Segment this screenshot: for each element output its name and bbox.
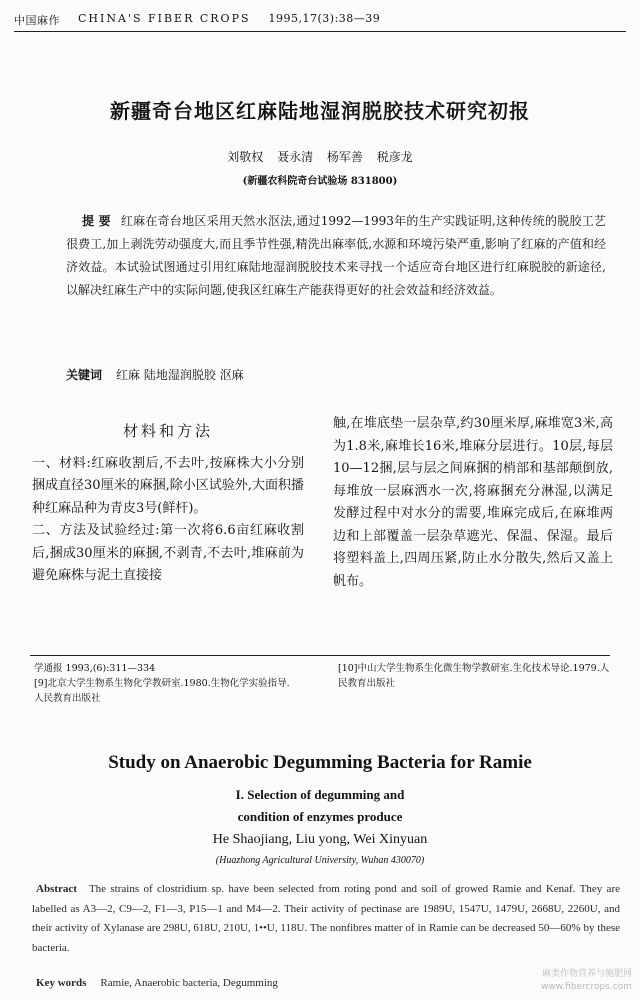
- authors-cn: 刘敬权 聂永清 杨军善 税彦龙: [227, 150, 413, 164]
- keywords-cn: [66, 366, 244, 383]
- keywords-en: [36, 977, 278, 989]
- abstract-en: [32, 880, 620, 958]
- header-rule: [14, 31, 626, 32]
- journal-name-en: CHINA'S FIBER CROPS: [78, 12, 251, 25]
- paper-subtitle-en: [0, 784, 640, 828]
- keywords-en-label: Key words: [36, 977, 87, 989]
- references-right: [338, 661, 610, 691]
- reference-item: 学通报 1993,(6):311—334: [34, 663, 156, 674]
- subtitle-line: I. Selection of degumming and: [235, 787, 405, 802]
- site-watermark: [508, 968, 632, 994]
- abstract-en-text: The strains of clostridium sp. have been selected from roting pond and soil of growed Ramie and Kenaf. They are labelled as A3—2, C9—2, F1—3, P15—1 and M4—2. Their activity of pectinase are 1989U, 1547U, 1479U, 2668U, 2260U, and their activity of Xylanase are 298U, 618U, 210U, 1••U, 118U. The nonfibres matter of in Ramie can be decreased 50—60% by these bacteria.: [32, 883, 620, 954]
- keywords-cn-label: 关键词: [66, 368, 103, 382]
- body-paragraph: 二、方法及试验经过:第一次将6.6亩红麻收割后,捆成30厘米的麻捆,不剥青,不去叶,堆麻前为避免麻株与泥土直接接: [32, 523, 304, 583]
- reference-item: [10]中山大学生物系生化微生物学教研室.生化技术导论.1979.人民教育出版社: [338, 663, 610, 689]
- body-paragraph: 触,在堆底垫一层杂草,约30厘米厚,麻堆宽3米,高为1.8米,麻堆长16米,堆麻分层进行。10层,每层10—12捆,层与层之间麻捆的梢部和基部颠倒放,每堆放一层麻洒水一次,将麻捆充分淋湿,以满足发酵过程中对水分的需要,堆麻完成后,在麻堆两边和上部覆盖一层杂草遮光、保温、保湿。最后将塑料盖上,四周压紧,防止水分散失,然后又盖上帆布。: [333, 416, 613, 589]
- references-left: [34, 661, 294, 706]
- journal-name-cn: 中国麻作: [14, 14, 60, 27]
- reference-item: [9]北京大学生物系生物化学教研室.1980.生物化学实验指导.人民教育出版社: [34, 678, 290, 704]
- body-paragraph: 一、材料:红麻收割后,不去叶,按麻株大小分别捆成直径30厘米的麻捆,除小区试验外,大面积播种红麻品种为青皮3号(鲜杆)。: [32, 455, 304, 516]
- watermark-line: www.fibercrops.com: [541, 982, 632, 992]
- body-column-left: [32, 420, 304, 588]
- paper-title-en: Study on Anaerobic Degumming Bacteria for Ramie: [108, 752, 532, 773]
- affiliation-en: (Huazhong Agricultural University, Wuhan 430070): [215, 855, 425, 866]
- abstract-cn-text: 红麻在奇台地区采用天然水沤法,通过1992—1993年的生产实践证明,这种传统的脱胶工艺很费工,加上剥洗劳动强度大,而且季节性强,精洗出麻率低,水源和环境污染严重,影响了红麻的产值和经济效益。本试验试图通过引用红麻陆地湿润脱胶技术来寻找一个适应奇台地区进行红麻脱胶的新途径,以解决红麻生产中的实际问题,使我区红麻生产能获得更好的社会效益和经济效益。: [66, 214, 606, 297]
- section-heading-materials-methods: 材料和方法: [122, 422, 213, 440]
- authors-en: He Shaojiang, Liu yong, Wei Xinyuan: [212, 832, 428, 847]
- abstract-cn-label: 提 要: [82, 214, 111, 228]
- paper-title-cn: 新疆奇台地区红麻陆地湿润脱胶技术研究初报: [110, 99, 530, 123]
- keywords-cn-text: 红麻 陆地湿润脱胶 沤麻: [116, 368, 244, 382]
- body-column-right: [333, 413, 613, 593]
- affiliation-cn: (新疆农科院奇台试验场 831800): [242, 176, 398, 187]
- abstract-cn: [66, 210, 606, 302]
- journal-citation: 1995,17(3):38—39: [268, 12, 381, 25]
- running-header: [14, 12, 626, 30]
- subtitle-line: condition of enzymes produce: [237, 809, 403, 824]
- watermark-line: 麻类作物营养与施肥网: [541, 969, 632, 979]
- keywords-en-text: Ramie, Anaerobic bacteria, Degumming: [100, 977, 278, 989]
- references-rule: [30, 655, 610, 656]
- abstract-en-label: Abstract: [36, 883, 77, 895]
